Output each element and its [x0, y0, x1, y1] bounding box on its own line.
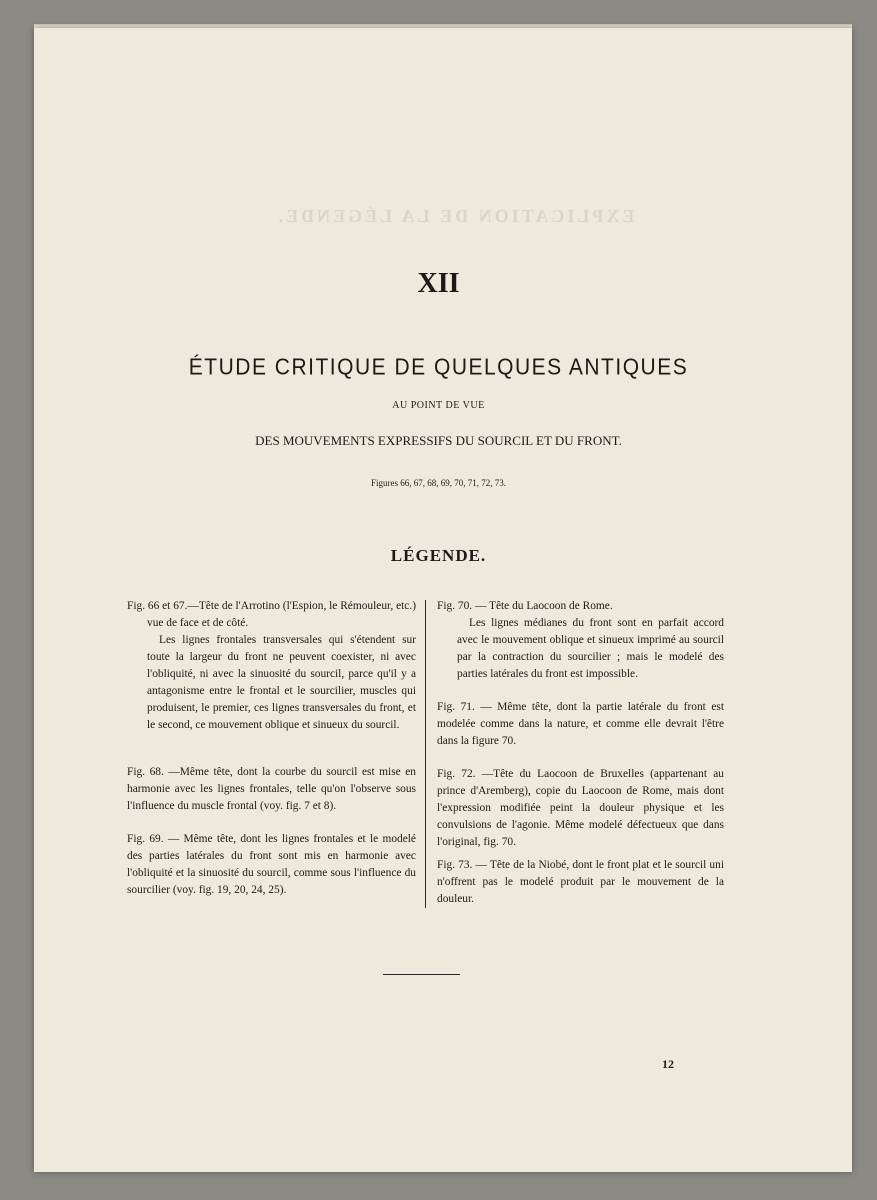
subtitle-line-2: DES MOUVEMENTS EXPRESSIFS DU SOURCIL ET DU FRONT.: [255, 433, 622, 448]
entry-text: Fig. 68. —Même tête, dont la courbe du sourcil est mise en harmonie avec les lignes frontales, telle qu'on l'observe sous l'influence du muscle frontal (voy. fig. 7 et 8).: [127, 766, 416, 812]
right-column: [437, 598, 724, 908]
subtitle: AU POINT DE VUE: [392, 400, 485, 411]
page-number: 12: [662, 1057, 674, 1071]
entry-fig-66-67: [127, 598, 416, 734]
legend-heading: LÉGENDE.: [390, 546, 487, 565]
show-through-text: EXPLICATION DE LA LÉGENDE.: [275, 206, 635, 226]
entry-continuation: vue de face et de côté.: [147, 617, 249, 629]
entry-paragraph: Les lignes médianes du front sont en parfait accord avec le mouvement oblique et sinueux imprimé au sourcil par la contraction du sourcilier ; mais le modelé des parties latérales du front est impossible.: [457, 617, 724, 680]
column-divider: [425, 600, 426, 908]
section-rule: [383, 974, 460, 975]
entry-fig-70: [437, 598, 724, 683]
entry-fig-69: [127, 831, 416, 899]
entry-text: Fig. 69. — Même tête, dont les lignes frontales et le modelé des parties latérales du front sont mis en harmonie avec l'obliquité et la sinuosité du sourcil, comme sous l'influence du sourcilier (voy. fig. 19, 20, 24, 25).: [127, 833, 416, 896]
figures-list: Figures 66, 67, 68, 69, 70, 71, 72, 73.: [371, 478, 506, 488]
entry-text: Fig. 72. —Tête du Laocoon de Bruxelles (appartenant au prince d'Aremberg), copie du Laocoon de Rome, mais dont l'expression modifiée peint la douleur physique et les convulsions de l'agonie. Même modelé défectueux que dans l'original, fig. 70.: [437, 768, 724, 848]
entry-text: Fig. 71. — Même tête, dont la partie latérale du front est modelée comme dans la nature, et comme elle devrait l'être dans la figure 70.: [437, 701, 724, 747]
entry-text: Fig. 73. — Tête de la Niobé, dont le front plat et le sourcil uni n'offrent pas le modelé produit par le mouvement de la douleur.: [437, 859, 724, 905]
entry-fig-72: [437, 766, 724, 851]
entry-fig-71: [437, 699, 724, 750]
chapter-number: XII: [417, 268, 460, 299]
entry-fig-68: [127, 764, 416, 815]
entry-paragraph: Les lignes frontales transversales qui s'étendent sur toute la largeur du front ne peuvent coexister, ni avec l'obliquité, ni avec la sinuosité du sourcil, parce qu'il y a antagonisme entre le frontal et le sourcilier, muscles qui produisent, le premier, ces lignes transversales du front, et le second, ce mouvement oblique et sinueux du sourcil.: [147, 634, 416, 731]
left-column: [127, 598, 416, 899]
page-title: ÉTUDE CRITIQUE DE QUELQUES ANTIQUES: [188, 354, 689, 381]
entry-fig-73: [437, 857, 724, 908]
entry-heading: Fig. 70. — Tête du Laocoon de Rome.: [437, 600, 613, 612]
entry-heading: Fig. 66 et 67.—Tête de l'Arrotino (l'Espion, le Rémouleur, etc.): [127, 600, 416, 612]
